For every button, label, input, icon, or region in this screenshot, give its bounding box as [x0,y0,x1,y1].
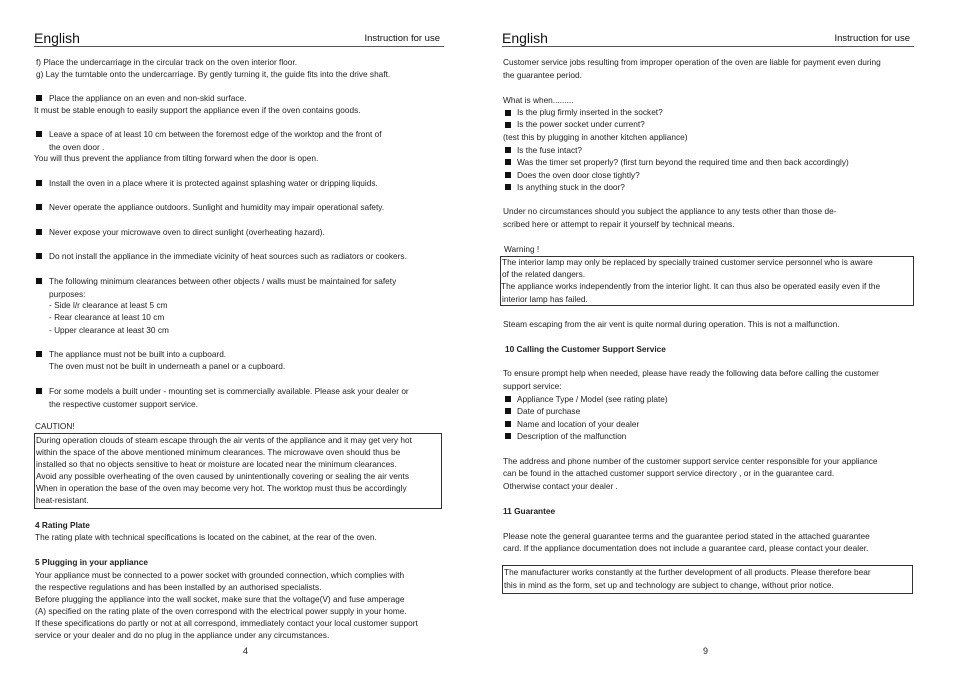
bullet-icon [505,172,511,178]
address-line: The address and phone number of the customer support service center responsible for your appliance [503,456,878,466]
plugging-line: If these specifications do partly or not at all correspond, immediately contact your local customer support [35,618,418,628]
notice-line: this in mind as the form, set up and technology are subject to change, without prior notice. [504,580,834,590]
bullet-text: Do not install the appliance in the immediate vicinity of heat sources such as radiators or cookers. [49,251,407,261]
plugging-line: service or your dealer and do no plug in the appliance under any circumstances. [35,630,330,640]
rating-plate-heading: 4 Rating Plate [35,520,90,530]
warning-line: The interior lamp may only be replaced by specially trained customer service personnel who is aware [502,257,873,267]
bullet-icon [36,131,42,137]
manufacturer-notice-box [502,565,913,594]
bullet-text: Never operate the appliance outdoors. Sunlight and humidity may impair operational safety. [49,202,385,212]
bullet-icon [505,110,511,116]
support-line: support service: [503,381,562,391]
warning-line: interior lamp has failed. [502,294,588,304]
bullet-text: The oven must not be built in underneath a panel or a cupboard. [49,361,286,371]
no-tests-line: Under no circumstances should you subject the appliance to any tests other than those de- [503,206,837,216]
bullet-text: Never expose your microwave oven to direct sunlight (overheating hazard). [49,227,325,237]
bullet-icon [505,421,511,427]
check-item: Is the plug firmly inserted in the socket? [517,107,663,117]
bullet-text: purposes: [49,289,86,299]
warning-line: The appliance works independently from the interior light. It can thus also be operated easily even if the [501,281,881,291]
rating-plate-text: The rating plate with technical specifications is located on the cabinet, at the rear of the oven. [35,532,377,542]
page-number: 9 [703,646,709,656]
right-page [502,0,914,676]
bullet-text: the respective customer support service. [49,399,198,409]
bullet-icon [36,351,42,357]
what-is-when: What is when......... [503,95,574,105]
support-item: Description of the malfunction [517,431,627,441]
warning-line: of the related dangers. [502,269,586,279]
support-heading: 10 Calling the Customer Support Service [505,344,666,354]
support-item: Name and location of your dealer [517,419,640,429]
address-line: Otherwise contact your dealer . [503,481,618,491]
caution-line: heat-resistant. [36,495,89,505]
left-header [34,30,444,47]
bullet-icon [36,388,42,394]
check-item: Was the timer set properly? (first turn beyond the required time and then back accordingly) [517,157,849,167]
bullet-icon [505,396,511,402]
bullet-icon [36,229,42,235]
bullet-icon [505,159,511,165]
step-g: g) Lay the turntable onto the undercarriage. By gently turning it, the guide fits into the drive shaft. [36,69,391,79]
plugging-line: Before plugging the appliance into the wall socket, make sure that the voltage(V) and fuse amperage [35,594,405,604]
caution-line: within the space of the above mentioned minimum clearances. The microwave oven should thus be [36,447,401,457]
check-item: Does the oven door close tightly? [517,170,640,180]
bullet-text: the oven door . [49,142,105,152]
bullet-continuation: It must be stable enough to easily support the appliance even if the oven contains goods. [34,105,361,115]
check-item: Is the power socket under current? [517,119,645,129]
plugging-line: the respective regulations and has been installed by an authorised specialists. [35,582,322,592]
caution-line: Avoid any possible overheating of the oven caused by unintentionally covering or sealing the air vents [36,471,409,481]
check-item: Is the fuse intact? [517,145,583,155]
bullet-icon [36,204,42,210]
left-page [34,0,444,676]
bullet-icon [505,122,511,128]
guarantee-line: card. If the appliance documentation does not include a guarantee card, please contact your dealer. [503,543,869,553]
clearance-upper: - Upper clearance at least 30 cm [49,325,169,335]
bullet-text: For some models a built under - mounting set is commercially available. Please ask your dealer or [49,386,409,396]
support-item: Appliance Type / Model (see rating plate) [517,394,668,404]
address-line: can be found in the attached customer support service directory , or in the guarantee card. [503,468,835,478]
bullet-icon [505,408,511,414]
support-item: Date of purchase [517,406,581,416]
guarantee-heading: 11 Guarantee [503,506,556,516]
bullet-text: Place the appliance on an even and non-skid surface. [49,93,247,103]
notice-line: The manufacturer works constantly at the further development of all products. Please therefore bear [504,567,871,577]
support-line: To ensure prompt help when needed, please have ready the following data before calling the customer [503,368,879,378]
intro-line: Customer service jobs resulting from improper operation of the oven are liable for payment even during [503,57,881,67]
steam-note: Steam escaping from the air vent is quite normal during operation. This is not a malfunction. [503,319,840,329]
bullet-text: Install the oven in a place where it is protected against splashing water or dripping liquids. [49,178,378,188]
no-tests-line: scribed here or attempt to repair it yourself by technical means. [503,219,735,229]
bullet-text: Leave a space of at least 10 cm between the foremost edge of the worktop and the front of [49,129,382,139]
plugging-heading: 5 Plugging in your appliance [35,557,148,567]
clearance-rear: - Rear clearance at least 10 cm [49,312,165,322]
instruction-label: Instruction for use [834,33,910,44]
bullet-icon [505,184,511,190]
bullet-continuation: You will thus prevent the appliance from tilting forward when the door is open. [34,153,319,163]
caution-line: When in operation the base of the oven may become very hot. The worktop must thus be accordingly [36,483,407,493]
guarantee-line: Please note the general guarantee terms and the guarantee period stated in the attached guarantee [503,531,870,541]
bullet-icon [36,95,42,101]
caution-line: installed so that no objects sensitive to heat or moisture are located near the minimum clearances. [36,459,397,469]
bullet-icon [505,433,511,439]
bullet-icon [36,278,42,284]
warning-box [500,256,914,306]
bullet-icon [36,180,42,186]
check-note: (test this by plugging in another kitchen appliance) [503,132,688,142]
bullet-icon [36,253,42,259]
right-header [502,30,914,47]
language-label: English [34,30,80,46]
caution-line: During operation clouds of steam escape through the air vents of the appliance and it may get very hot [36,435,412,445]
check-item: Is anything stuck in the door? [517,182,625,192]
warning-label: Warning ! [504,244,540,254]
page-number: 4 [243,646,249,656]
intro-line: the guarantee period. [503,70,582,80]
caution-box [34,433,442,509]
language-label: English [502,30,548,46]
bullet-text: The appliance must not be built into a cupboard. [49,349,227,359]
plugging-line: (A) specified on the rating plate of the oven correspond with the electrical power supply in your home. [35,606,407,616]
clearance-side: - Side l/r clearance at least 5 cm [49,300,168,310]
instruction-label: Instruction for use [364,33,440,44]
caution-label: CAUTION! [35,421,75,431]
step-f: f) Place the undercarriage in the circular track on the oven interior floor. [36,57,298,67]
plugging-line: Your appliance must be connected to a power socket with grounded connection, which complies with [35,570,405,580]
bullet-icon [505,147,511,153]
bullet-text: The following minimum clearances between other objects / walls must be maintained for safety [49,276,397,286]
